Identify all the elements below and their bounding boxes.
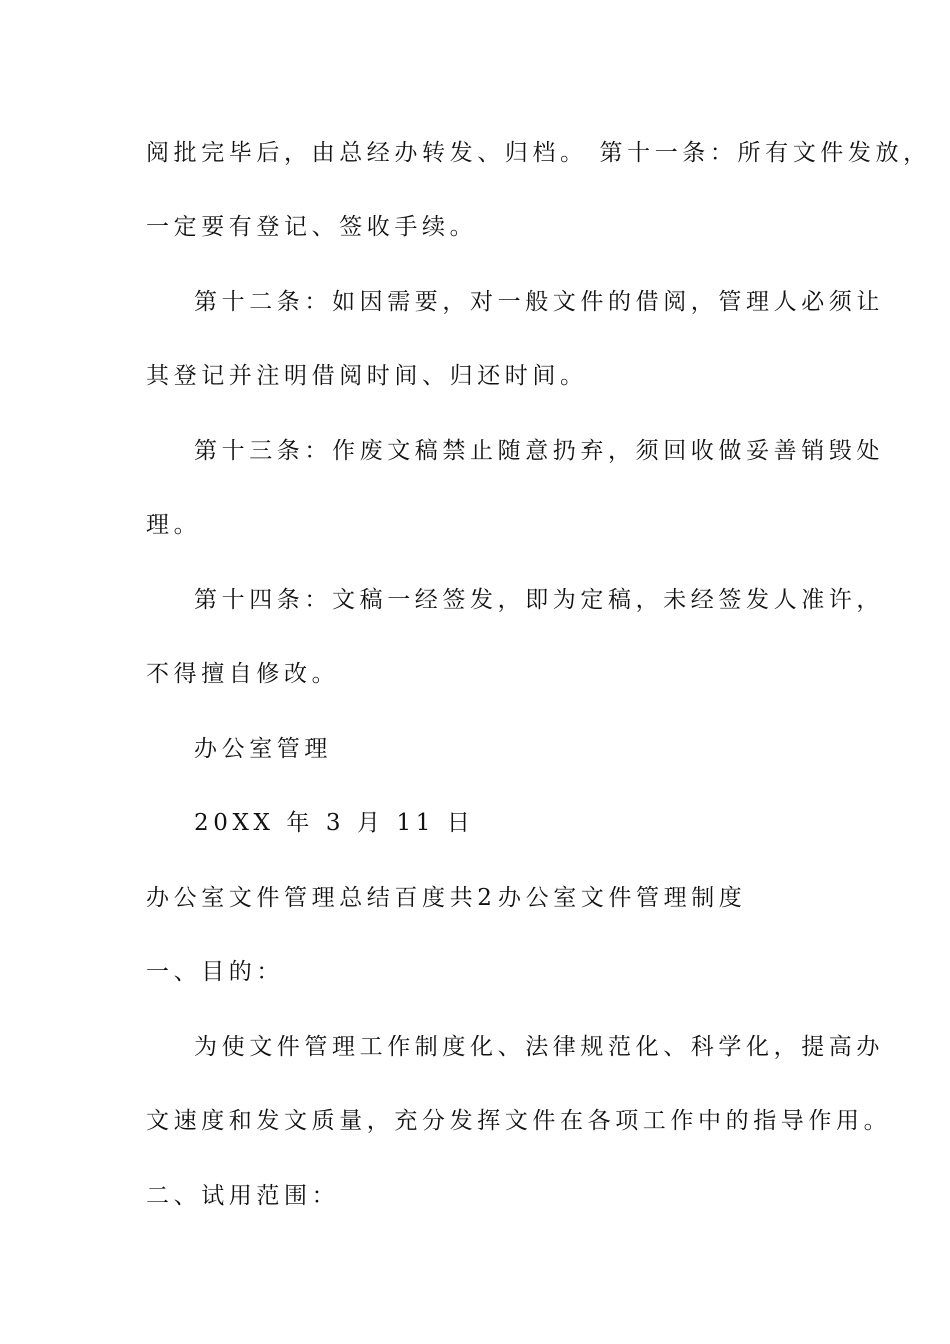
article-12-line: 第十二条：如因需要，对一般文件的借阅，管理人必须让 [194,289,884,315]
signature-office: 办公室管理 [194,736,332,762]
text-line: 其登记并注明借阅时间、归还时间。 [146,363,588,389]
article-14-line: 第十四条：文稿一经签发，即为定稿，未经签发人准许， [194,587,884,613]
document-title: 办公室文件管理制度 [498,885,747,911]
purpose-paragraph-line: 为使文件管理工作制度化、法律规范化、科学化，提高办 [194,1034,884,1060]
section-purpose-heading: 一、目的： [146,959,284,985]
signature-date: 20XX 年 3 月 11 日 [194,810,475,836]
section-scope-heading: 二、试用范围： [146,1183,340,1209]
text-line: 一定要有登记、签收手续。 [146,214,478,240]
text-line: 不得擅自修改。 [146,661,340,687]
article-13-line: 第十三条：作废文稿禁止随意扔弃，须回收做妥善销毁处 [194,438,884,464]
text-line: 阅批完毕后，由总经办转发、归档。 第十一条：所有文件发放， [146,140,931,166]
section-heading: 办公室文件管理总结百度共2 [146,885,497,911]
purpose-paragraph-line: 文速度和发文质量，充分发挥文件在各项工作中的指导作用。 [146,1108,892,1134]
text-line: 理。 [146,512,202,538]
